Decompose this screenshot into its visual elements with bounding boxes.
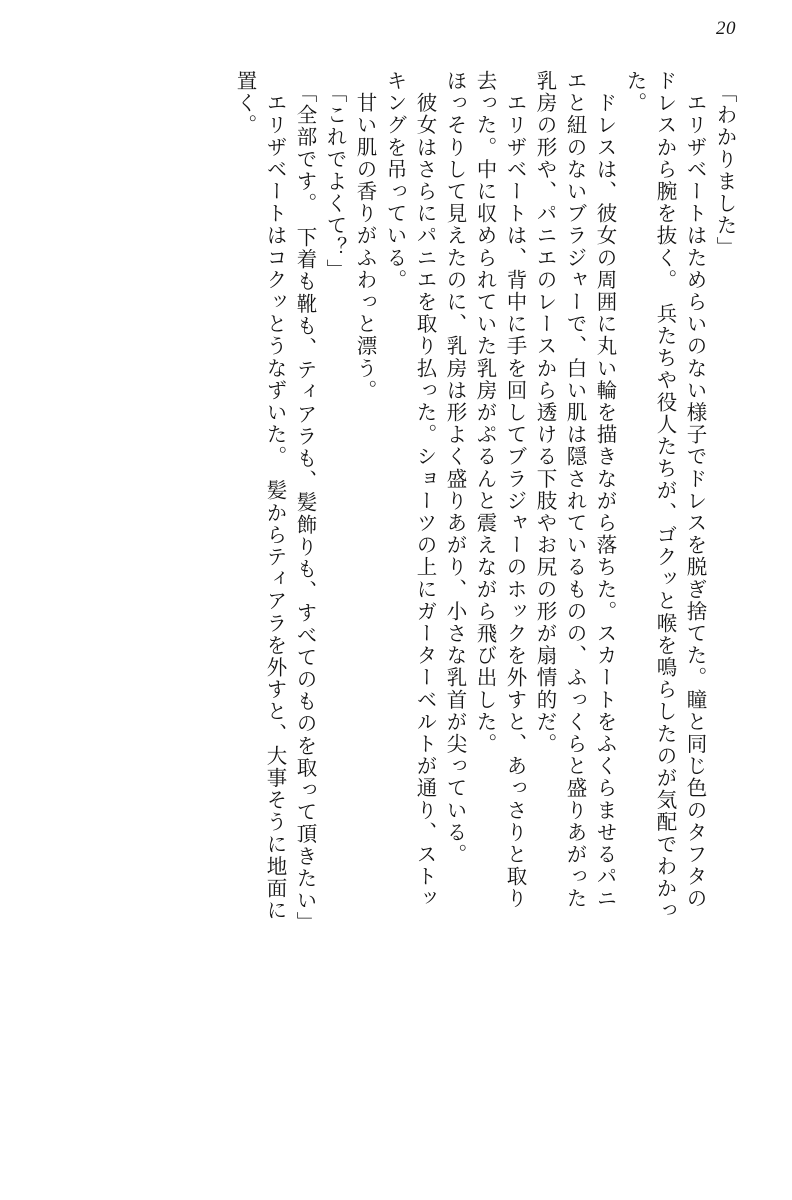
text-line: ほっそりして見えたのに、乳房は形よく盛りあがり、小さな乳首が尖っている。 xyxy=(443,70,467,866)
text-line: た。 xyxy=(623,70,647,115)
text-line: ドレスは、彼女の周囲に丸い輪を描きながら落ちた。スカートをふくらませるパニ xyxy=(593,70,617,910)
text-line: エリザベートはためらいのない様子でドレスを脱ぎ捨てた。瞳と同じ色のタフタの xyxy=(683,70,707,910)
text-line: 彼女はさらにパニエを取り払った。ショーツの上にガーターベルトが通り、ストッ xyxy=(413,70,437,910)
text-line: 去った。中に収められていた乳房がぷるんと震えながら飛び出した。 xyxy=(473,70,497,756)
text-line: 「わかりました」 xyxy=(713,82,737,259)
text-line: エリザベートは、背中に手を回してブラジャーのホックを外すと、あっさりと取り xyxy=(503,70,527,910)
text-line: 甘い肌の香りがふわっと漂う。 xyxy=(353,70,377,402)
text-line: 乳房の形や、パニエのレースから透ける下肢やお尻の形が扇情的だ。 xyxy=(533,70,557,756)
text-line: エリザベートはコクッとうなずいた。 髪からティアラを外すと、大事そうに地面に xyxy=(263,70,287,922)
page-number: 20 xyxy=(716,18,736,39)
text-line: 置く。 xyxy=(233,70,257,137)
text-line: ドレスから腕を抜く。 兵たちや役人たちが、ゴクッと喉を鳴らしたのが気配でわかっ xyxy=(653,70,677,922)
text-line: 「これでよくて？」 xyxy=(323,82,347,281)
text-line: エと紐のないブラジャーで、白い肌は隠されているものの、ふっくらと盛りあがった xyxy=(563,70,587,910)
page-text-body xyxy=(52,70,740,1160)
text-line: 「全部です。 下着も靴も、ティアラも、髪飾りも、すべてのものを取って頂きたい」 xyxy=(293,82,317,934)
text-line: キングを吊っている。 xyxy=(383,70,407,291)
